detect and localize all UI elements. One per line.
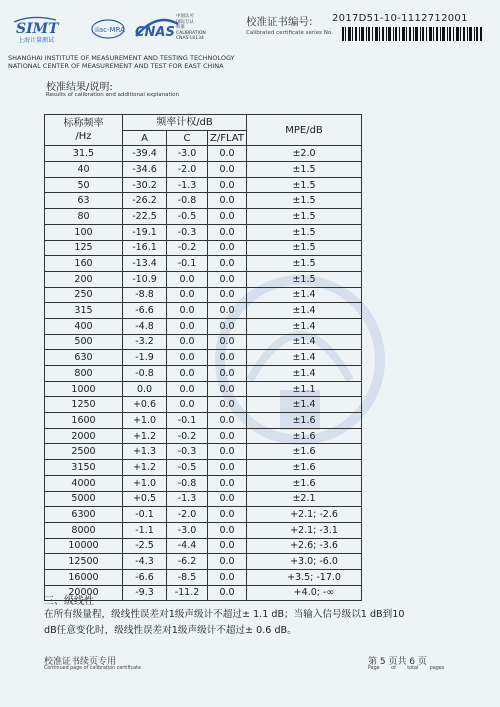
cell-a: -0.1 [123, 507, 167, 523]
cnas-text-4: CALIBRATION [176, 30, 206, 36]
cell-a: -26.2 [123, 193, 167, 209]
table-row [45, 350, 362, 366]
cell-z: 0.0 [208, 444, 247, 460]
cell-a: 0.0 [123, 381, 167, 397]
cell-z: 0.0 [208, 522, 247, 538]
cell-mpe: ±1.4 [247, 366, 362, 382]
header-weighting: 频率计权/dB [123, 115, 247, 131]
cert-number-label-en: Calibrated certificate series No. [246, 30, 333, 36]
cell-mpe: ±1.6 [247, 413, 362, 429]
table-row [45, 318, 362, 334]
cell-c: 0.0 [167, 366, 208, 382]
cell-a: -30.2 [123, 177, 167, 193]
table-row [45, 287, 362, 303]
cell-a: -22.5 [123, 209, 167, 225]
cell-mpe: ±1.5 [247, 177, 362, 193]
svg-text:上海计量测试: 上海计量测试 [18, 37, 55, 44]
cell-z: 0.0 [208, 460, 247, 476]
cell-frequency: 12500 [45, 554, 123, 570]
cell-z: 0.0 [208, 569, 247, 585]
cell-a: -8.8 [123, 287, 167, 303]
cell-z: 0.0 [208, 413, 247, 429]
cell-mpe: ±1.4 [247, 287, 362, 303]
cell-mpe: ±1.4 [247, 334, 362, 350]
cell-a: +1.2 [123, 460, 167, 476]
cell-mpe: ±1.4 [247, 350, 362, 366]
cnas-accreditation-text [176, 14, 206, 42]
cell-frequency: 3150 [45, 460, 123, 476]
cell-a: -10.9 [123, 271, 167, 287]
cell-z: 0.0 [208, 271, 247, 287]
header-frequency-cn: 标称频率 [63, 118, 104, 130]
table-row [45, 271, 362, 287]
cell-frequency: 400 [45, 318, 123, 334]
cert-number-label-cn: 校准证书编号: [246, 16, 313, 28]
cell-z: 0.0 [208, 177, 247, 193]
header-frequency [45, 115, 123, 146]
cell-c: 0.0 [167, 318, 208, 334]
cell-z: 0.0 [208, 397, 247, 413]
cell-frequency: 1000 [45, 381, 123, 397]
cell-frequency: 2500 [45, 444, 123, 460]
cell-c: -0.5 [167, 209, 208, 225]
table-row [45, 334, 362, 350]
section-subtitle: Results of calibration and additional explanation [46, 92, 179, 98]
cell-z: 0.0 [208, 256, 247, 272]
cell-mpe: +4.0; -∞ [247, 585, 362, 601]
table-row [45, 146, 362, 162]
cell-mpe: ±2.1 [247, 491, 362, 507]
table-row [45, 491, 362, 507]
cell-frequency: 630 [45, 350, 123, 366]
cnas-text-5: CNAS L0134 [176, 36, 204, 41]
cell-c: -0.1 [167, 256, 208, 272]
cell-mpe: ±1.5 [247, 271, 362, 287]
table-row [45, 413, 362, 429]
cell-z: 0.0 [208, 146, 247, 162]
table-row [45, 381, 362, 397]
cell-mpe: ±1.6 [247, 444, 362, 460]
cell-c: 0.0 [167, 381, 208, 397]
cell-mpe: +2.1; -2.6 [247, 507, 362, 523]
cell-c: 0.0 [167, 397, 208, 413]
cell-frequency: 8000 [45, 522, 123, 538]
calibration-table [44, 114, 362, 601]
cell-a: -2.5 [123, 538, 167, 554]
cell-mpe: +3.5; -17.0 [247, 569, 362, 585]
cell-c: -0.8 [167, 475, 208, 491]
cell-mpe: ±2.0 [247, 146, 362, 162]
cell-a: +1.3 [123, 444, 167, 460]
header-z: Z/FLAT [208, 130, 247, 146]
cell-frequency: 160 [45, 256, 123, 272]
cell-mpe: ±1.5 [247, 224, 362, 240]
cell-c: -0.8 [167, 193, 208, 209]
cell-frequency: 125 [45, 240, 123, 256]
table-row [45, 303, 362, 319]
cell-frequency: 10000 [45, 538, 123, 554]
cell-a: -16.1 [123, 240, 167, 256]
table-row [45, 177, 362, 193]
table-row [45, 240, 362, 256]
cell-z: 0.0 [208, 475, 247, 491]
cell-z: 0.0 [208, 318, 247, 334]
cell-a: -1.1 [123, 522, 167, 538]
table-row [45, 224, 362, 240]
cell-a: -6.6 [123, 303, 167, 319]
cell-c: -11.2 [167, 585, 208, 601]
header-frequency-unit: /Hz [75, 131, 92, 143]
cell-mpe: +3.0; -6.0 [247, 554, 362, 570]
cell-c: -4.4 [167, 538, 208, 554]
cell-z: 0.0 [208, 287, 247, 303]
cell-frequency: 315 [45, 303, 123, 319]
cell-c: -0.2 [167, 428, 208, 444]
cell-z: 0.0 [208, 240, 247, 256]
cell-frequency: 63 [45, 193, 123, 209]
cell-a: -13.4 [123, 256, 167, 272]
table-row [45, 460, 362, 476]
cell-a: -39.4 [123, 146, 167, 162]
cell-frequency: 1600 [45, 413, 123, 429]
cell-z: 0.0 [208, 491, 247, 507]
cell-frequency: 20000 [45, 585, 123, 601]
footer-label-en: Continued page of calibration certificate [44, 666, 141, 671]
cell-frequency: 50 [45, 177, 123, 193]
cell-mpe: ±1.4 [247, 318, 362, 334]
cert-number: 2017D51-10-1112712001 [332, 13, 468, 24]
cell-frequency: 800 [45, 366, 123, 382]
svg-text:ilac-MRA: ilac-MRA [95, 26, 125, 34]
page-number-en: Page of total pages [368, 666, 445, 671]
table-row [45, 193, 362, 209]
table-row [45, 209, 362, 225]
cell-c: 0.0 [167, 350, 208, 366]
cell-mpe: +2.1; -3.1 [247, 522, 362, 538]
cell-z: 0.0 [208, 209, 247, 225]
cell-mpe: ±1.6 [247, 428, 362, 444]
cell-a: -1.9 [123, 350, 167, 366]
cell-z: 0.0 [208, 193, 247, 209]
table-row [45, 428, 362, 444]
cell-frequency: 16000 [45, 569, 123, 585]
table-body [45, 146, 362, 601]
cell-c: -2.0 [167, 162, 208, 178]
cell-frequency: 80 [45, 209, 123, 225]
svg-text:CNAS: CNAS [135, 25, 175, 40]
table-row [45, 444, 362, 460]
cnas-text-3: 校准 [176, 25, 185, 30]
cell-a: -3.2 [123, 334, 167, 350]
cell-mpe: ±1.6 [247, 460, 362, 476]
cell-c: -3.0 [167, 146, 208, 162]
cell-mpe: ±1.5 [247, 162, 362, 178]
cell-c: -0.5 [167, 460, 208, 476]
cell-mpe: ±1.5 [247, 240, 362, 256]
cell-mpe: ±1.1 [247, 381, 362, 397]
cell-z: 0.0 [208, 303, 247, 319]
cell-a: -34.6 [123, 162, 167, 178]
cell-frequency: 250 [45, 287, 123, 303]
cell-c: -0.3 [167, 444, 208, 460]
cell-mpe: ±1.4 [247, 397, 362, 413]
cnas-text-1: 中国认可 [176, 14, 194, 19]
table-row [45, 538, 362, 554]
table-row [45, 522, 362, 538]
footer-label-cn: 校准证书续页专用 [44, 657, 117, 667]
cell-z: 0.0 [208, 350, 247, 366]
table-row [45, 554, 362, 570]
cell-z: 0.0 [208, 366, 247, 382]
cell-mpe: ±1.5 [247, 209, 362, 225]
cell-a: -4.3 [123, 554, 167, 570]
cell-frequency: 200 [45, 271, 123, 287]
linearity-title: 三、级线性 [44, 596, 94, 607]
linearity-line-1: 在所有级量程，级线性误差对1级声级计不超过± 1.1 dB；当输入信号级以1 dB到10 [44, 609, 405, 620]
cell-z: 0.0 [208, 507, 247, 523]
cell-a: +1.0 [123, 475, 167, 491]
cell-frequency: 1250 [45, 397, 123, 413]
cell-z: 0.0 [208, 538, 247, 554]
svg-text:SIMT: SIMT [16, 21, 59, 37]
cell-c: 0.0 [167, 334, 208, 350]
cell-z: 0.0 [208, 224, 247, 240]
cell-c: -2.0 [167, 507, 208, 523]
cell-mpe: ±1.5 [247, 193, 362, 209]
cell-a: -6.6 [123, 569, 167, 585]
cell-c: -1.3 [167, 491, 208, 507]
cnas-text-2: 国际互认 [176, 19, 194, 25]
table-row [45, 475, 362, 491]
institute-name-en-1: SHANGHAI INSTITUTE OF MEASUREMENT AND TESTING TECHNOLOGY [8, 54, 235, 62]
cell-a: -19.1 [123, 224, 167, 240]
cell-frequency: 5000 [45, 491, 123, 507]
cell-frequency: 6300 [45, 507, 123, 523]
cell-c: -6.2 [167, 554, 208, 570]
table-row [45, 569, 362, 585]
cell-c: -0.1 [167, 413, 208, 429]
cell-frequency: 100 [45, 224, 123, 240]
cell-z: 0.0 [208, 428, 247, 444]
header-a: A [123, 130, 167, 146]
cell-frequency: 40 [45, 162, 123, 178]
cell-c: 0.0 [167, 303, 208, 319]
cell-mpe: ±1.6 [247, 475, 362, 491]
section-title: 校准结果/说明: [46, 82, 113, 93]
header-c: C [167, 130, 208, 146]
cell-mpe: ±1.4 [247, 303, 362, 319]
ilac-mra-logo-icon [90, 18, 126, 40]
simt-logo-icon [12, 14, 74, 44]
cell-frequency: 2000 [45, 428, 123, 444]
cell-mpe: +2.6; -3.6 [247, 538, 362, 554]
cell-c: -0.2 [167, 240, 208, 256]
cell-a: -0.8 [123, 366, 167, 382]
header-mpe: MPE/dB [247, 115, 362, 146]
cell-c: -1.3 [167, 177, 208, 193]
table-row [45, 507, 362, 523]
cell-c: 0.0 [167, 287, 208, 303]
cell-z: 0.0 [208, 162, 247, 178]
cell-frequency: 4000 [45, 475, 123, 491]
cell-c: -0.3 [167, 224, 208, 240]
cell-frequency: 31.5 [45, 146, 123, 162]
cell-frequency: 500 [45, 334, 123, 350]
cell-a: -9.3 [123, 585, 167, 601]
cell-a: +0.5 [123, 491, 167, 507]
cell-a: +1.0 [123, 413, 167, 429]
table-row [45, 162, 362, 178]
table-row [45, 397, 362, 413]
cell-a: +0.6 [123, 397, 167, 413]
barcode-icon [342, 27, 482, 41]
cell-a: -4.8 [123, 318, 167, 334]
table-row [45, 366, 362, 382]
cell-z: 0.0 [208, 554, 247, 570]
cell-z: 0.0 [208, 585, 247, 601]
institute-name-en-2: NATIONAL CENTER OF MEASUREMENT AND TEST FOR EAST CHINA [8, 62, 224, 70]
cell-z: 0.0 [208, 334, 247, 350]
table-row [45, 256, 362, 272]
cell-mpe: ±1.5 [247, 256, 362, 272]
cnas-logo-icon [132, 14, 182, 44]
cell-c: -3.0 [167, 522, 208, 538]
cell-c: -8.5 [167, 569, 208, 585]
cell-z: 0.0 [208, 381, 247, 397]
cell-c: 0.0 [167, 271, 208, 287]
page-number-cn: 第 5 页共 6 页 [368, 657, 427, 667]
cell-a: +1.2 [123, 428, 167, 444]
linearity-line-2: dB任意变化时，级线性误差对1级声级计不超过± 0.6 dB。 [44, 625, 297, 636]
